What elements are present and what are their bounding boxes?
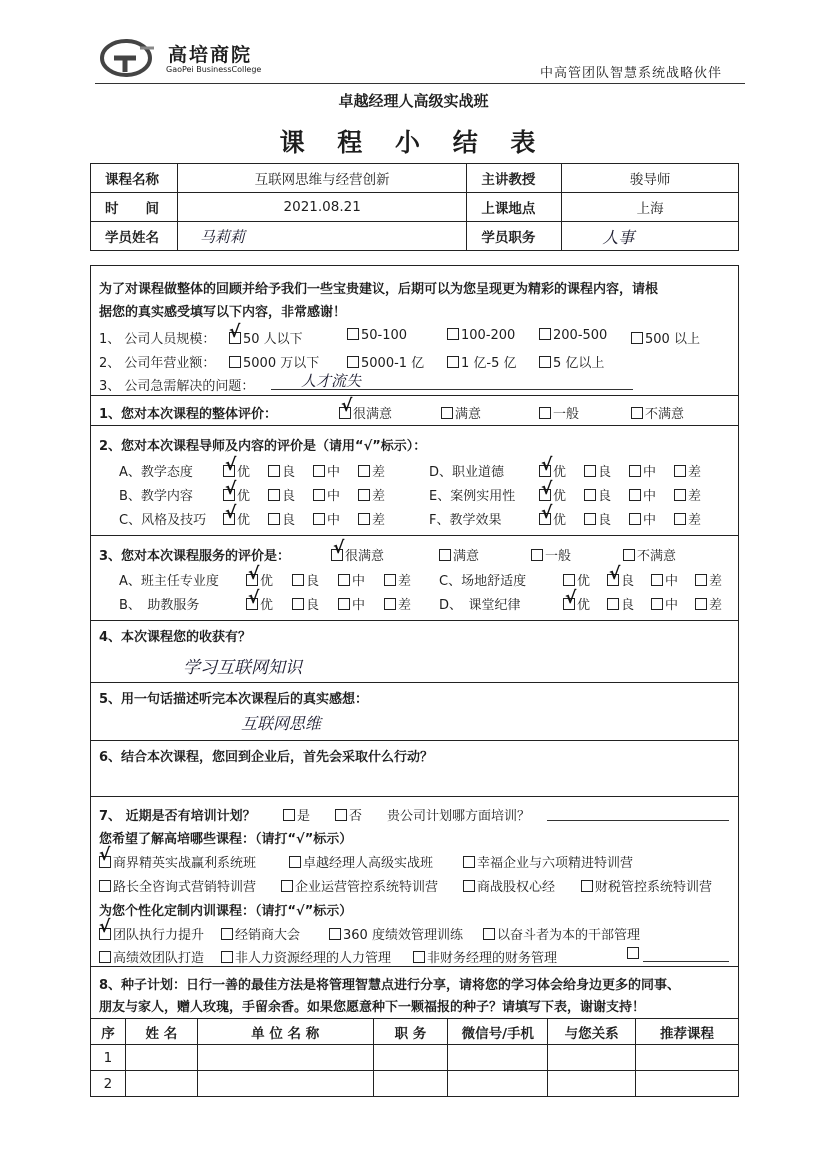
checkbox[interactable]	[563, 574, 575, 586]
gains-section	[90, 621, 739, 683]
s2-grade-option[interactable]: 差	[358, 509, 385, 528]
col-header: 与您关系	[548, 1019, 636, 1045]
time-label: 时 间	[91, 193, 178, 222]
checkbox[interactable]	[358, 513, 370, 525]
s2-grade-option[interactable]: 差	[358, 461, 385, 480]
checkbox[interactable]	[358, 465, 370, 477]
checkbox[interactable]	[695, 574, 707, 586]
time-value[interactable]: 2021.08.21	[177, 193, 467, 222]
checkbox[interactable]	[99, 951, 111, 963]
checkbox[interactable]	[447, 356, 459, 368]
s3-grade-option[interactable]: 优	[563, 594, 590, 613]
checkmark-icon: √	[541, 503, 553, 523]
feelings-section	[90, 683, 739, 741]
checkbox[interactable]	[221, 928, 233, 940]
service-rating-section	[90, 536, 739, 621]
brand-english: GaoPei BusinessCollege	[166, 65, 262, 74]
checkbox[interactable]	[607, 598, 619, 610]
checkbox[interactable]	[674, 513, 686, 525]
s2-grade-option[interactable]: 优	[223, 461, 250, 480]
course-option-3[interactable]: 幸福企业与六项精进特训营	[463, 852, 633, 871]
training-plan-section	[90, 797, 739, 967]
s2-grade-option[interactable]: 中	[313, 509, 340, 528]
form-title: 课 程 小 结 表	[279, 128, 548, 157]
s3-grade-option[interactable]: 差	[695, 570, 722, 589]
row-number: 2	[91, 1071, 126, 1097]
checkbox[interactable]	[631, 407, 643, 419]
checkmark-icon: √	[248, 588, 260, 608]
checkbox[interactable]	[463, 880, 475, 892]
brand-name: 高培商院	[168, 44, 253, 66]
checkbox[interactable]	[268, 489, 280, 501]
s1-option-3[interactable]: 一般	[539, 403, 579, 422]
student-name-handwriting: 马莉莉	[199, 227, 245, 246]
checkbox[interactable]	[221, 951, 233, 963]
s7-direction-label: 贵公司计划哪方面培训？	[387, 809, 531, 824]
checkmark-icon: √	[225, 455, 237, 475]
teacher-rating-section	[90, 426, 739, 536]
row-number: 1	[91, 1045, 126, 1071]
checkbox[interactable]	[292, 574, 304, 586]
s2-item-label: B、教学内容	[119, 489, 193, 504]
s3-grade-option[interactable]: 中	[338, 570, 365, 589]
checkmark-icon: √	[541, 479, 553, 499]
s2-grade-option[interactable]: 优	[539, 485, 566, 504]
s5-answer[interactable]: 互联网思维	[241, 714, 322, 733]
s7-direction-underline[interactable]	[547, 820, 729, 821]
course-option-2[interactable]: 卓越经理人高级实战班	[289, 852, 433, 871]
checkbox[interactable]	[313, 465, 325, 477]
custom-option-5[interactable]: 高绩效团队打造	[99, 947, 204, 966]
table-cell[interactable]	[197, 1045, 373, 1071]
student-position-handwriting: 人事	[602, 227, 635, 247]
s2-grade-option[interactable]: 中	[629, 485, 656, 504]
checkbox[interactable]	[384, 574, 396, 586]
checkbox[interactable]	[629, 465, 641, 477]
s3-grade-option[interactable]: 优	[563, 570, 590, 589]
course-option-1[interactable]: 商界精英实战赢利系统班	[99, 852, 256, 871]
s2-label: 2、您对本次课程导师及内容的评价是（请用“√”标示）：	[99, 439, 427, 454]
course-option-5[interactable]: 企业运营管控系统特训营	[281, 876, 438, 895]
checkmark-icon: √	[99, 917, 111, 937]
s7-custom-label: 为您个性化定制内训课程：（请打“√”标示）	[99, 904, 353, 919]
s7-no-option[interactable]: 否	[335, 805, 362, 824]
checkbox[interactable]	[289, 856, 301, 868]
checkbox[interactable]	[651, 598, 663, 610]
table-cell[interactable]	[548, 1045, 636, 1071]
checkbox[interactable]	[531, 549, 543, 561]
table-cell[interactable]	[197, 1071, 373, 1097]
intro-line-2: 据您的真实感受填写以下内容，非常感谢！	[99, 305, 347, 320]
intro-line-1: 为了对课程做整体的回顾并给予我们一些宝贵建议，后期可以为您呈现更为精彩的课程内容，请根	[99, 282, 659, 297]
checkbox[interactable]	[629, 513, 641, 525]
checkbox[interactable]	[268, 513, 280, 525]
q2-option-2[interactable]: 5000-1 亿	[347, 352, 424, 371]
custom-option-7[interactable]: 非财务经理的财务管理	[413, 947, 557, 966]
custom-option-3[interactable]: 360 度绩效管理训练	[329, 924, 463, 943]
q2-option-3[interactable]: 1 亿-5 亿	[447, 352, 517, 371]
checkmark-icon: √	[541, 455, 553, 475]
custom-option-6[interactable]: 非人力资源经理的人力管理	[221, 947, 391, 966]
s1-option-4[interactable]: 不满意	[631, 403, 684, 422]
checkbox[interactable]	[313, 489, 325, 501]
checkbox[interactable]	[347, 328, 359, 340]
checkbox[interactable]	[338, 574, 350, 586]
s2-grade-option[interactable]: 良	[268, 509, 295, 528]
place-label: 上课地点	[467, 193, 562, 222]
s3-grade-option[interactable]: 良	[607, 570, 634, 589]
checkbox[interactable]	[631, 332, 643, 344]
s7-courses-label: 您希望了解高培哪些课程：（请打“√”标示）	[99, 832, 353, 847]
s2-grade-option[interactable]: 中	[313, 461, 340, 480]
checkmark-icon: √	[225, 503, 237, 523]
checkbox[interactable]	[674, 489, 686, 501]
checkbox[interactable]	[338, 598, 350, 610]
checkbox[interactable]	[447, 328, 459, 340]
q2-option-4[interactable]: 5 亿以上	[539, 352, 604, 371]
s3-item-label: C、场地舒适度	[439, 574, 527, 589]
q3-underline	[271, 389, 633, 390]
checkbox[interactable]	[283, 809, 295, 821]
checkmark-icon: √	[333, 538, 345, 558]
teacher-value[interactable]: 骏导师	[562, 164, 739, 193]
s3-grade-option[interactable]: 良	[607, 594, 634, 613]
overall-rating-section	[90, 396, 739, 426]
course-name-value[interactable]: 互联网思维与经营创新	[177, 164, 467, 193]
s3-label: 3、您对本次课程服务的评价是：	[99, 549, 291, 564]
custom-option-4[interactable]: 以奋斗者为本的干部管理	[483, 924, 640, 943]
s2-grade-option[interactable]: 良	[268, 461, 295, 480]
checkbox[interactable]	[539, 328, 551, 340]
s3-grade-option[interactable]: 优	[246, 570, 273, 589]
checkbox[interactable]	[313, 513, 325, 525]
checkbox[interactable]	[629, 489, 641, 501]
s3-option-3[interactable]: 一般	[531, 545, 571, 564]
q3-answer[interactable]: 人才流失	[301, 372, 362, 390]
q2-label: 2、 公司年营业额：	[99, 356, 216, 371]
s8-line-2: 朋友与家人，赠人玫瑰，手留余香。如果您愿意种下一颗福报的种子？请填写下表，谢谢支持！	[99, 1000, 646, 1015]
action-section	[90, 741, 739, 797]
course-info-table	[90, 163, 739, 251]
s2-grade-option[interactable]: 差	[358, 485, 385, 504]
table-cell[interactable]	[548, 1071, 636, 1097]
s3-grade-option[interactable]: 中	[651, 594, 678, 613]
s6-label: 6、结合本次课程，您回到企业后，首先会采取什么行动？	[99, 750, 434, 765]
checkmark-icon: √	[248, 564, 260, 584]
s4-label: 4、本次课程您的收获有？	[99, 630, 252, 645]
q1-option-2[interactable]: 50-100	[347, 328, 407, 343]
s3-grade-option[interactable]: 优	[246, 594, 273, 613]
header-divider	[95, 83, 745, 84]
s2-item-label: F、教学效果	[429, 513, 502, 528]
s1-option-2[interactable]: 满意	[441, 403, 481, 422]
checkbox[interactable]	[623, 549, 635, 561]
q1-option-4[interactable]: 200-500	[539, 328, 607, 343]
s3-option-1[interactable]: 很满意	[331, 545, 384, 564]
s2-grade-option[interactable]: 优	[223, 509, 250, 528]
s2-grade-option[interactable]: 差	[674, 485, 701, 504]
table-cell[interactable]	[125, 1071, 197, 1097]
checkmark-icon: √	[565, 588, 577, 608]
student-position-value[interactable]	[562, 222, 739, 251]
checkbox[interactable]	[483, 928, 495, 940]
table-cell[interactable]	[373, 1071, 448, 1097]
checkbox[interactable]	[268, 465, 280, 477]
s3-grade-option[interactable]: 良	[292, 570, 319, 589]
s3-grade-option[interactable]: 差	[384, 594, 411, 613]
s3-grade-option[interactable]: 中	[651, 570, 678, 589]
course-option-6[interactable]: 商战股权心经	[463, 876, 555, 895]
checkbox[interactable]	[674, 465, 686, 477]
col-header: 推荐课程	[636, 1019, 739, 1045]
s3-item-label: B、 助教服务	[119, 598, 200, 613]
s3-item-label: D、 课堂纪律	[439, 598, 521, 613]
checkbox[interactable]	[627, 947, 639, 959]
s2-grade-option[interactable]: 优	[539, 461, 566, 480]
s2-item-label: D、职业道德	[429, 465, 505, 480]
table-cell[interactable]	[448, 1045, 548, 1071]
checkbox[interactable]	[413, 951, 425, 963]
checkbox[interactable]	[695, 598, 707, 610]
s2-item-label: C、风格及技巧	[119, 513, 207, 528]
s2-grade-option[interactable]: 中	[313, 485, 340, 504]
table-cell[interactable]	[636, 1071, 739, 1097]
col-header: 微信号/手机	[448, 1019, 548, 1045]
col-header: 职 务	[373, 1019, 448, 1045]
s2-grade-option[interactable]: 中	[629, 509, 656, 528]
seed-table-header	[91, 1019, 739, 1045]
table-cell[interactable]	[125, 1045, 197, 1071]
s8-line-1: 8、种子计划：日行一善的最佳方法是将管理智慧点进行分享，请将您的学习体会给身边更多的同事、	[99, 978, 681, 993]
checkbox[interactable]	[439, 549, 451, 561]
s7-yes-option[interactable]: 是	[283, 805, 310, 824]
checkmark-icon: √	[229, 322, 241, 342]
custom-option-other[interactable]	[627, 947, 641, 962]
checkbox[interactable]	[539, 356, 551, 368]
seed-plan-table	[90, 1018, 739, 1097]
student-name-label: 学员姓名	[91, 222, 178, 251]
s2-grade-option[interactable]: 良	[584, 509, 611, 528]
course-option-4[interactable]: 路长全咨询式营销特训营	[99, 876, 256, 895]
gaopei-logo	[100, 38, 160, 78]
table-row	[91, 1071, 739, 1097]
s2-item-label: A、教学态度	[119, 465, 193, 480]
custom-option-1[interactable]: 团队执行力提升	[99, 924, 204, 943]
s7-question: 7、 近期是否有培训计划？	[99, 809, 256, 824]
checkbox[interactable]	[347, 356, 359, 368]
seed-plan-section	[90, 967, 739, 1019]
s1-label: 1、您对本次课程的整体评价：	[99, 407, 278, 422]
s3-option-2[interactable]: 满意	[439, 545, 479, 564]
q2-option-1[interactable]: 5000 万以下	[229, 352, 319, 371]
s4-answer[interactable]: 学习互联网知识	[183, 658, 302, 678]
s2-grade-option[interactable]: 差	[674, 461, 701, 480]
checkbox[interactable]	[463, 856, 475, 868]
checkbox[interactable]	[584, 489, 596, 501]
s3-grade-option[interactable]: 中	[338, 594, 365, 613]
s2-grade-option[interactable]: 中	[629, 461, 656, 480]
checkmark-icon: √	[225, 479, 237, 499]
checkmark-icon: √	[341, 396, 353, 416]
s3-grade-option[interactable]: 良	[292, 594, 319, 613]
q3-label: 3、 公司急需解决的问题：	[99, 379, 255, 394]
s2-grade-option[interactable]: 差	[674, 509, 701, 528]
col-header: 序	[91, 1019, 126, 1045]
course-name-label: 课程名称	[91, 164, 178, 193]
s2-grade-option[interactable]: 优	[223, 485, 250, 504]
table-row	[91, 1045, 739, 1071]
q1-option-1[interactable]: 50 人以下	[229, 328, 303, 347]
checkbox[interactable]	[292, 598, 304, 610]
col-header: 单 位 名 称	[197, 1019, 373, 1045]
s1-option-1[interactable]: 很满意	[339, 403, 392, 422]
s5-label: 5、用一句话描述听完本次课程后的真实感想：	[99, 692, 369, 707]
checkbox[interactable]	[229, 356, 241, 368]
checkbox[interactable]	[335, 809, 347, 821]
checkbox[interactable]	[358, 489, 370, 501]
table-cell[interactable]	[373, 1045, 448, 1071]
checkbox[interactable]	[584, 513, 596, 525]
checkbox[interactable]	[329, 928, 341, 940]
checkbox[interactable]	[441, 407, 453, 419]
s3-grade-option[interactable]: 差	[384, 570, 411, 589]
slogan: 中高管团队智慧系统战略伙伴	[540, 66, 723, 81]
q1-option-5[interactable]: 500 以上	[631, 328, 700, 347]
checkbox[interactable]	[281, 880, 293, 892]
course-option-7[interactable]: 财税管控系统特训营	[581, 876, 712, 895]
student-name-value[interactable]	[177, 222, 467, 251]
checkbox[interactable]	[384, 598, 396, 610]
checkmark-icon: √	[99, 845, 111, 865]
table-cell[interactable]	[448, 1071, 548, 1097]
q1-option-3[interactable]: 100-200	[447, 328, 515, 343]
class-title: 卓越经理人高级实战班	[338, 92, 489, 110]
s2-grade-option[interactable]: 良	[584, 461, 611, 480]
checkbox[interactable]	[539, 407, 551, 419]
q1-label: 1、 公司人员规模：	[99, 332, 216, 347]
s2-item-label: E、案例实用性	[429, 489, 516, 504]
col-header: 姓 名	[125, 1019, 197, 1045]
checkbox[interactable]	[651, 574, 663, 586]
s3-item-label: A、班主任专业度	[119, 574, 219, 589]
s2-grade-option[interactable]: 良	[268, 485, 295, 504]
s3-option-4[interactable]: 不满意	[623, 545, 676, 564]
student-position-label: 学员职务	[467, 222, 562, 251]
checkbox[interactable]	[581, 880, 593, 892]
teacher-label: 主讲教授	[467, 164, 562, 193]
company-info-section	[90, 265, 739, 396]
s2-grade-option[interactable]: 良	[584, 485, 611, 504]
s3-grade-option[interactable]: 差	[695, 594, 722, 613]
table-cell[interactable]	[636, 1045, 739, 1071]
checkbox[interactable]	[584, 465, 596, 477]
custom-option-2[interactable]: 经销商大会	[221, 924, 300, 943]
checkbox[interactable]	[99, 880, 111, 892]
custom-other-underline[interactable]	[643, 961, 729, 962]
s2-grade-option[interactable]: 优	[539, 509, 566, 528]
checkmark-icon: √	[609, 564, 621, 584]
place-value[interactable]: 上海	[562, 193, 739, 222]
